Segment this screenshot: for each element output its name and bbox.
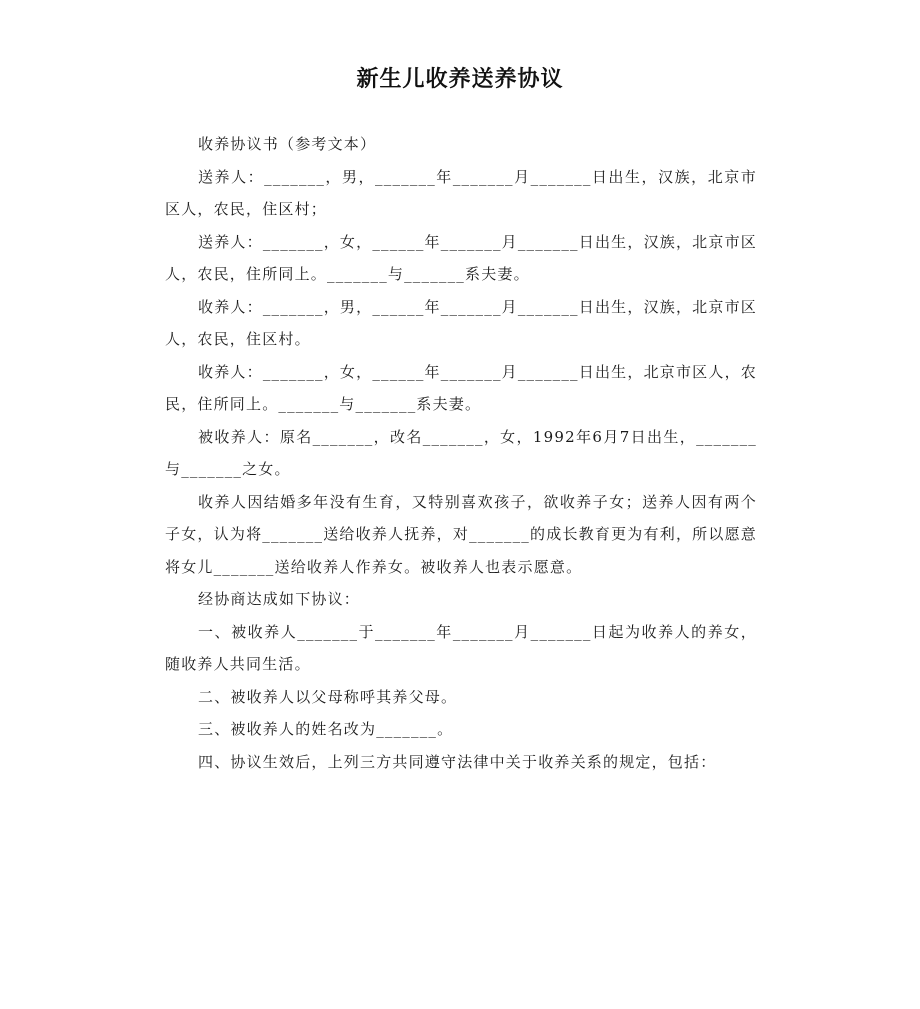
document-body [165,128,757,778]
paragraph-adoptee: 被收养人：原名_______，改名_______，女，1992年6月7日出生，_______与_______之女。 [165,427,757,478]
paragraph-clause-1: 一、被收养人_______于_______年_______月_______日起为收养人的养女，随收养人共同生活。 [165,622,757,673]
paragraph-adopter-2: 收养人：_______，女，______年_______月_______日出生，北京市区人，农民，住所同上。_______与_______系夫妻。 [165,362,757,413]
paragraph-clause-3: 三、被收养人的姓名改为_______。 [198,720,454,738]
paragraph-heading: 收养协议书（参考文本） [198,135,377,153]
paragraph-giver-1: 送养人：_______，男，_______年_______月_______日出生，汉族，北京市区人，农民，住区村； [165,167,757,218]
document-title: 新生儿收养送养协议 [356,67,564,92]
paragraph-agreement-intro: 经协商达成如下协议： [198,590,361,608]
paragraph-clause-2: 二、被收养人以父母称呼其养父母。 [198,687,458,706]
paragraph-giver-2: 送养人：_______，女，______年_______月_______日出生，汉族，北京市区人，农民，住所同上。_______与_______系夫妻。 [165,232,757,283]
paragraph-reason: 收养人因结婚多年没有生育，又特别喜欢孩子，欲收养子女；送养人因有两个子女，认为将_______送给收养人抚养，对_______的成长教育更为有利，所以愿意将女儿_______送给收养人作养女。被收养人也表示愿意。 [165,492,757,576]
paragraph-clause-4: 四、协议生效后，上列三方共同遵守法律中关于收养关系的规定，包括： [198,752,717,771]
paragraph-adopter-1: 收养人：_______，男，______年_______月_______日出生，汉族，北京市区人，农民，住区村。 [165,297,757,348]
